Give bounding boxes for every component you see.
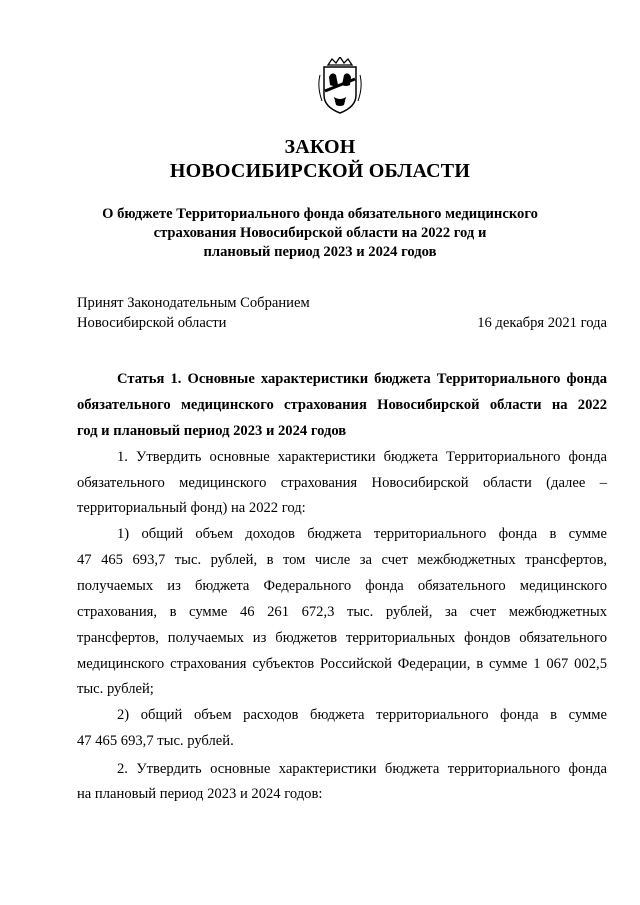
paragraph-line: получаемых из бюджета Федерального фонда обязательного медицинского xyxy=(77,578,607,594)
paragraph-line: 2) общий объем расходов бюджета территориального фонда в сумме xyxy=(117,707,607,723)
paragraph-line: 2. Утвердить основные характеристики бюджета территориального фонда xyxy=(117,761,607,777)
paragraph-line: трансфертов, получаемых из бюджетов территориальных фондов обязательного xyxy=(77,630,607,646)
paragraph-line: на плановый период 2023 и 2024 годов: xyxy=(77,786,323,802)
paragraph-line: 1) общий объем доходов бюджета территориального фонда в сумме xyxy=(117,526,607,542)
adoption-date: 16 декабря 2021 года xyxy=(477,315,607,331)
paragraph-line: территориальный фонд) на 2022 год: xyxy=(77,500,306,516)
article-heading-line: Статья 1. Основные характеристики бюджета Территориального фонда xyxy=(117,371,607,387)
law-title: ЗАКОН xyxy=(284,136,356,158)
paragraph-line: тыс. рублей; xyxy=(77,681,154,697)
coat-of-arms-icon xyxy=(316,57,364,115)
paragraph-line: 1. Утвердить основные характеристики бюджета Территориального фонда xyxy=(117,449,607,465)
paragraph-line: 47 465 693,7 тыс. рублей. xyxy=(77,733,234,749)
law-subtitle-line: О бюджете Территориального фонда обязательного медицинского xyxy=(102,206,538,222)
article-heading-line: год и плановый период 2023 и 2024 годов xyxy=(77,423,347,439)
paragraph-line: обязательного медицинского страхования Новосибирской области (далее – xyxy=(77,475,607,491)
paragraph-line: 47 465 693,7 тыс. рублей, в том числе за счет межбюджетных трансфертов, xyxy=(77,552,607,568)
paragraph-line: страхования, в сумме 46 261 672,3 тыс. рублей, за счет межбюджетных xyxy=(77,604,607,620)
law-subtitle-line: страхования Новосибирской области на 2022 год и xyxy=(153,225,487,241)
paragraph-line: медицинского страхования субъектов Российской Федерации, в сумме 1 067 002,5 xyxy=(77,656,607,672)
article-heading-line: обязательного медицинского страхования Новосибирской области на 2022 xyxy=(77,397,607,413)
law-region-title: НОВОСИБИРСКОЙ ОБЛАСТИ xyxy=(169,160,471,182)
adopted-by-line: Принят Законодательным Собранием xyxy=(77,295,310,311)
adopted-by-line: Новосибирской области xyxy=(77,315,227,331)
law-subtitle-line: плановый период 2023 и 2024 годов xyxy=(203,244,437,260)
